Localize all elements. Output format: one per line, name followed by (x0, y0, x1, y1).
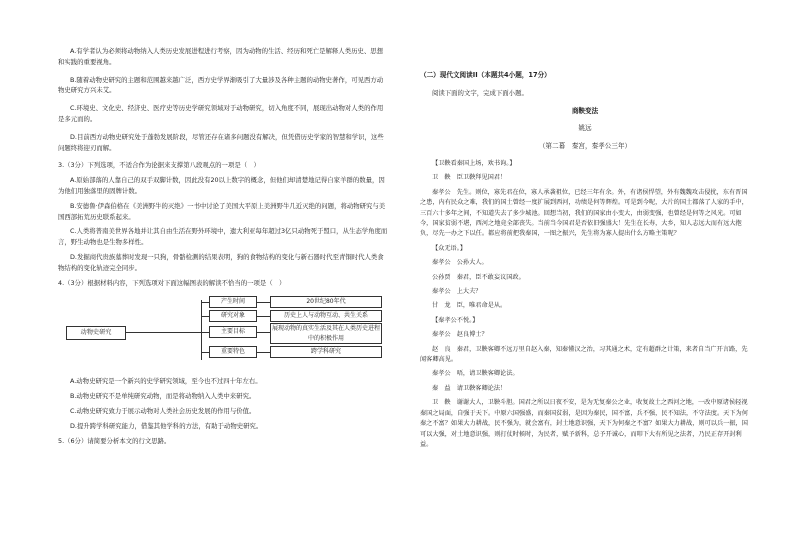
q5-stem: 5.（6分）请简要分析本文的行文思路。 (58, 436, 171, 445)
dialogue-text: 唔，请卫鞅客卿论法。 (456, 370, 519, 378)
q4-option-b: B.动物史研究不是单纯研究动物，而是将动物纳入人类中来研究。 (70, 392, 256, 401)
dialogue-text: 臣卫鞅拜见国君！ (456, 174, 507, 182)
dialogue-line (420, 273, 750, 283)
diagram-value-object: 历史上人与动物互动、共生关系 (270, 310, 382, 322)
diagram-branch (201, 332, 209, 333)
diagram-link (256, 316, 270, 317)
diagram-branch (201, 302, 209, 303)
q4-option-d: D.提升跨学科研究能力，借鉴其他学科的方法，有助于动物史研究。 (70, 421, 263, 430)
dialogue-line (420, 398, 750, 450)
q3-option-c: C.人类将普南美世界各地并让其自由生活在野外环境中，遗大利亚每年超过3亿只动物死于盟口，从生态学角度而言，野生动物也是生物多样性。 (58, 227, 388, 247)
dialogue-text: 赵良博士？ (456, 331, 488, 339)
q4-option-c: C.动物史研究致力于展示动物对人类社会历史发展的作用与价值。 (70, 406, 256, 415)
dialogue-line (420, 369, 750, 379)
speaker: 公孙贾 (432, 273, 451, 281)
dialogue-text: 上大夫？ (456, 288, 482, 296)
dialogue-line (420, 330, 750, 340)
speaker: 卫 鞅 (432, 399, 451, 407)
dialogue-line (420, 384, 750, 394)
dialogue-text: 先生。则位，寡先君在位，寡人承袭祖位，已经三年有余。外，有诸侯悍望，外有魏魏攻击侵扰，东有晋国之患，内有民众之难，我们的国土曾经一度扩展到西河，功绩是何等辉煌。可是到今呢，大片的国土都落了人家的手中，三百六十多年之间，不知道失去了多少城池。回想当初，我们的国家由小变大，由弱变强，也曾经是何等之风光。可如今，国家贫弱不堪，西河之地竟全部丧失。当前当今国君是否依旧强盛大！先生在长寿，大乡，知人志远大而有远大抱负，尽先一办之下以任。都应将前把我秦国，一图之振兴，先生将为寡人提出什么方略主策呢？ (420, 188, 748, 238)
stage-direction: 【卫鞅看秦国上场，欢书询。】 (432, 159, 516, 167)
dialogue-line (420, 301, 750, 311)
q4-option-a: A.动物史研究是一个新兴的史学研究领域，至今也不过四十年左右。 (70, 377, 262, 386)
speaker: 秦孝公 (432, 370, 451, 378)
diagram-key-goal: 主要目标 (209, 326, 257, 338)
speaker: 秦孝公 (432, 288, 451, 296)
speaker: 秦孝公 (432, 259, 451, 267)
play-act: （第二幕 秦宫，秦孝公三年） (538, 142, 632, 151)
diagram-trunk (201, 300, 202, 360)
speaker: 秦孝公 (432, 188, 451, 196)
q3-option-a: A.原始部落的人靠自己的双手双脚计数，因此没有20以上数字的概念，但他们却清楚地记得自家羊群的数量，因为他们用独落里的固牌计数。 (58, 176, 385, 195)
dialogue-text: 秦君，臣不敢妄议国政。 (456, 273, 525, 281)
speaker: 甘 龙 (432, 302, 451, 310)
diagram-key-time: 产生时间 (209, 296, 257, 308)
diagram-branch (201, 316, 209, 317)
diagram-root: 动物史研究 (66, 326, 126, 340)
diagram-link (256, 302, 270, 303)
speaker: 秦 益 (432, 384, 451, 392)
q3-stem: 3.（3分）下列选项，不适合作为论据来支撑第八段观点的一项是（ ） (58, 161, 260, 170)
q4-stem: 4.（3分）根据材料内容，下列选项对下面这幅图表的解读不恰当的一项是（ ） (58, 278, 286, 287)
dialogue-line (420, 258, 750, 268)
dialogue-line (420, 173, 750, 183)
dialogue-text: 臣，唯君命是从。 (456, 302, 507, 310)
section-heading: （二）现代文阅读II（本题共4小题，17分） (420, 71, 551, 79)
q3-option-b: B.安德鲁·伊森伯格在《美洲野牛的灭绝》一书中讨论了美国大平原上美洲野牛几近灭绝的问题，将动物研究与美国西部拓荒历史联系起来。 (58, 201, 386, 221)
speaker: 秦孝公 (432, 331, 451, 339)
dialogue-line (420, 345, 750, 366)
dialogue-text: 秦君，卫鞅客卿不远万里自赵入秦，知秦懂汉之治，习其通之术，定有超群之计策，来者自当广开言路，先闻客卿高见。 (420, 345, 748, 364)
speaker: 赵 良 (432, 345, 451, 353)
speaker: 卫 鞅 (432, 174, 451, 182)
q2-option-a: A.有学者认为必须将动物纳入人类历史发展进程进行考察，因为动物的生活、经历和死亡是解释人类历史、思想和实践的重要视角。 (58, 47, 384, 66)
reading-instruction: 阅读下面的文字，完成下面小题。 (432, 88, 528, 97)
diagram-branch (201, 352, 209, 353)
diagram-key-feature: 重要特色 (209, 346, 257, 358)
dialogue-line (420, 188, 750, 240)
diagram-link (256, 332, 270, 333)
concept-diagram (58, 292, 388, 370)
dialogue-text: 请卫鞅客卿论法！ (456, 384, 507, 392)
q2-option-d: D.目前西方动物史研究处于蓬勃发展阶段，尽管还存在诸多问题没有解决，但凭借历史学家的智慧和学识，这些问题终将迎刃而解。 (58, 132, 384, 152)
diagram-key-object: 研究对象 (209, 310, 257, 322)
stage-direction: 【秦孝公不悦。】 (432, 316, 479, 324)
q2-option-c: C.环境史、文化史、经济史、医疗史等历史学研究领域对于动物研究，切入角度不同，展现出动物对人类的作用是多元而的。 (58, 104, 384, 123)
left-column (58, 46, 388, 446)
q3-option-d: D.发掘商代贵族墓葬时发现一只狗，骨骼检测的结果表明，狗的食物结构的变化与新石器时代至青铜时代人类食物结构的变化轨迹完全同步。 (58, 252, 384, 272)
play-title: 商鞅变法 (571, 106, 599, 115)
dialogue-text: 谢谢大人，卫鞅斗胆。国君之所以日夜不安，是为无复秦公之业，收复故土之西河之地，一改中原诸侯轻视秦国之局面，自强于天下。中原六国强盛，而秦国贫弱，是因为秦民，国不富，兵不强，民不知法，不守法度。天下为何秦之不富？如果大力耕战，民不强为，就会富有，封土地意识强，天下为何秦之不富？如果大力耕战，则可以兵一振，国可以大强，对土地意识强，则打仗时候时，为民者，赋予新科，总予开诚心，而叩下大有所见之法者，乃民正存开封利益。 (420, 399, 748, 448)
diagram-connector (125, 332, 201, 333)
diagram-value-feature: 跨学科研究 (270, 346, 382, 358)
right-column (420, 70, 750, 450)
stage-direction: 【众无语。】 (432, 244, 467, 252)
diagram-value-goal: 展现动物的真实生活及其在人类历史进程中的积极作用 (270, 323, 382, 344)
diagram-link (256, 352, 270, 353)
play-author: 姚远 (578, 124, 592, 133)
diagram-value-time: 20世纪80年代 (270, 296, 382, 308)
dialogue-line (420, 287, 750, 297)
q2-option-b: B.随着动物史研究的主题和范围越来越广泛，西方史学界渐吸引了大量涉及各种主题的动物史著作，可见西方动物史研究方兴未艾。 (58, 75, 384, 95)
dialogue-text: 公孙大人。 (456, 259, 488, 267)
